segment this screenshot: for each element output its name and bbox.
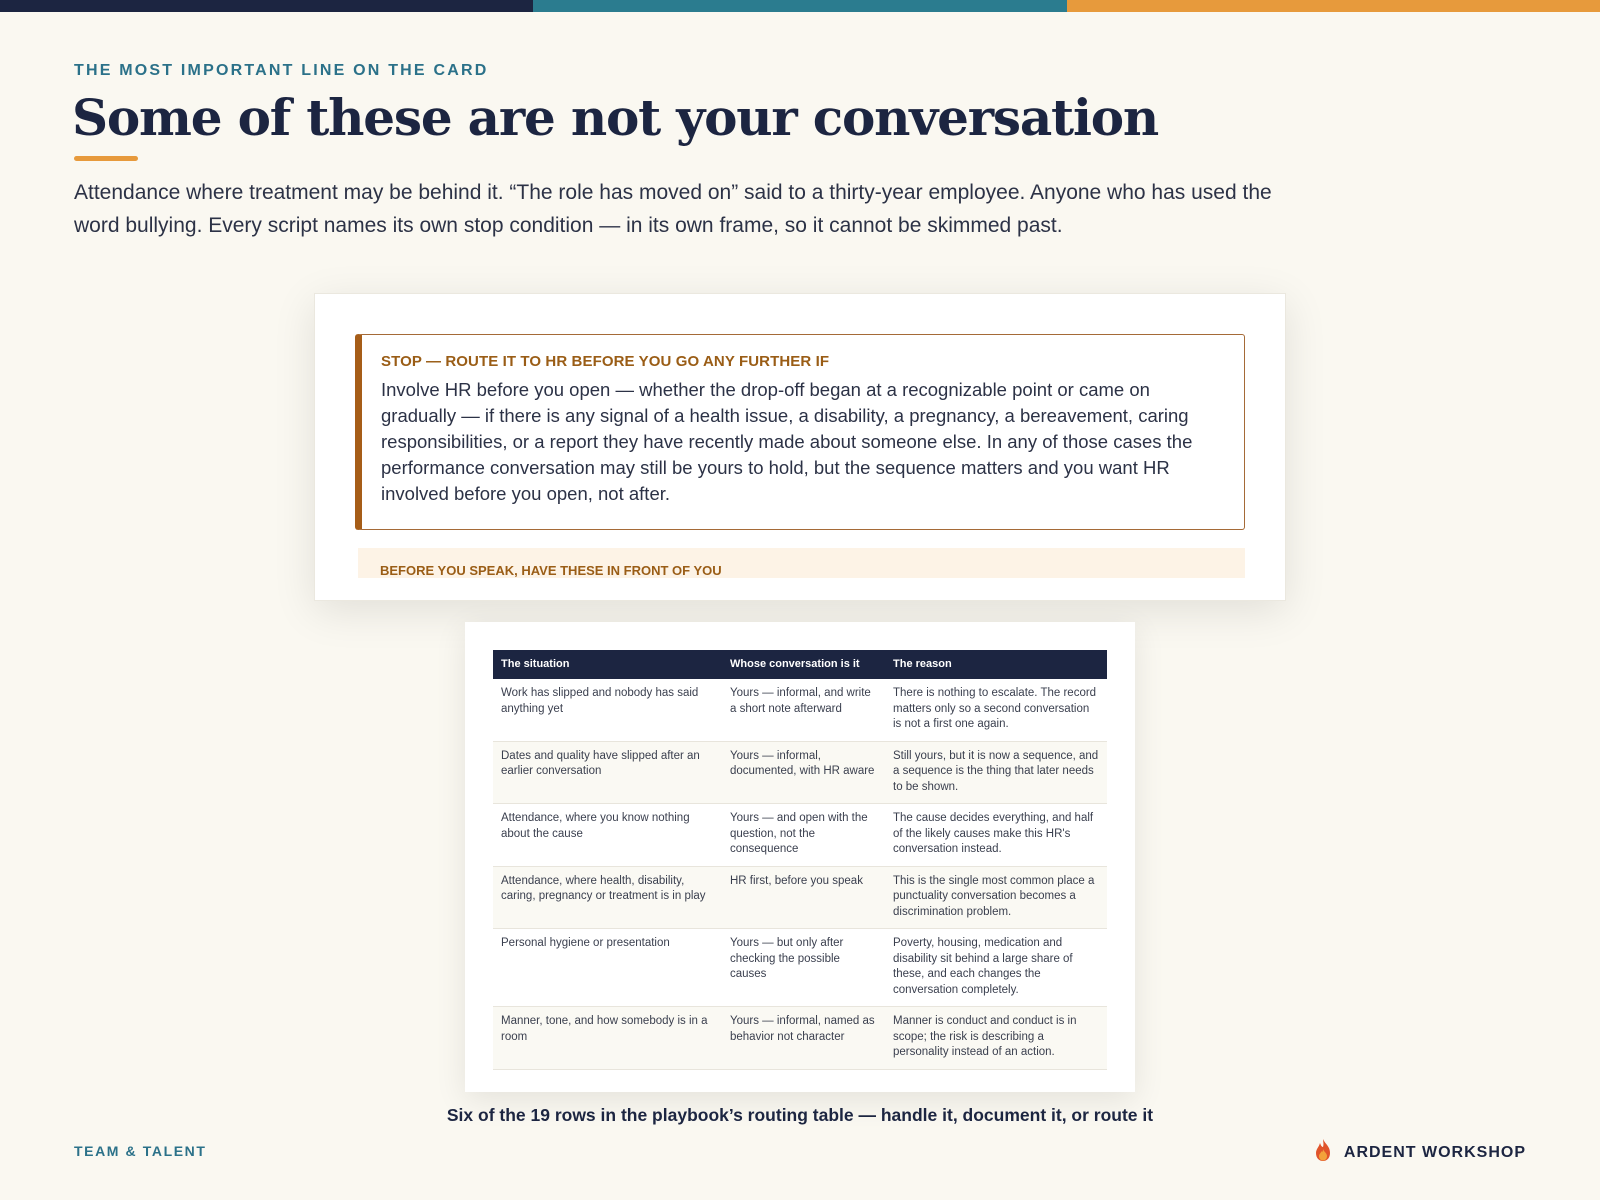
table-row bbox=[493, 1007, 1107, 1070]
whose-cell: Yours — and open with the question, not the consequence bbox=[722, 804, 885, 867]
table-row bbox=[493, 929, 1107, 1007]
stripe-orange bbox=[1067, 0, 1600, 12]
table-row bbox=[493, 866, 1107, 929]
situation-cell: Attendance, where health, disability, caring, pregnancy or treatment is in play bbox=[493, 866, 722, 929]
whose-cell: HR first, before you speak bbox=[722, 866, 885, 929]
script-card-preview bbox=[314, 293, 1286, 601]
eyebrow-label: THE MOST IMPORTANT LINE ON THE CARD bbox=[74, 62, 489, 79]
flame-icon bbox=[1312, 1138, 1334, 1167]
situation-cell: Personal hygiene or presentation bbox=[493, 929, 722, 1007]
reason-cell: There is nothing to escalate. The record matters only so a second conversation is not a first one again. bbox=[885, 679, 1107, 741]
reason-cell: This is the single most common place a punctuality conversation becomes a discrimination problem. bbox=[885, 866, 1107, 929]
whose-cell: Yours — informal, documented, with HR aware bbox=[722, 741, 885, 804]
table-row bbox=[493, 679, 1107, 741]
page-title: Some of these are not your conversation bbox=[72, 88, 1159, 147]
table-caption: Six of the 19 rows in the playbook’s routing table — handle it, document it, or route it bbox=[446, 1105, 1154, 1125]
section-label: TEAM & TALENT bbox=[74, 1143, 207, 1159]
reason-cell: The cause decides everything, and half of the likely causes make this HR's conversation instead. bbox=[885, 804, 1107, 867]
table-row bbox=[493, 804, 1107, 867]
before-you-speak-heading: BEFORE YOU SPEAK, HAVE THESE IN FRONT OF YOU bbox=[380, 563, 722, 578]
column-header-whose: Whose conversation is it bbox=[722, 650, 885, 679]
situation-cell: Attendance, where you know nothing about the cause bbox=[493, 804, 722, 867]
whose-cell: Yours — informal, and write a short note afterward bbox=[722, 679, 885, 741]
intro-paragraph: Attendance where treatment may be behind it. “The role has moved on” said to a thirty-year employee. Anyone who has used the word bullying. Every script names its own stop condition — in its own frame, so it cannot be skimmed past. bbox=[74, 181, 1272, 237]
whose-cell: Yours — but only after checking the possible causes bbox=[722, 929, 885, 1007]
reason-cell: Poverty, housing, medication and disability sit behind a large share of these, and each changes the conversation completely. bbox=[885, 929, 1107, 1007]
whose-cell: Yours — informal, named as behavior not character bbox=[722, 1007, 885, 1070]
before-you-speak-panel bbox=[358, 548, 1245, 578]
brand-name: ARDENT WORKSHOP bbox=[1343, 1143, 1526, 1161]
column-header-reason: The reason bbox=[885, 650, 1107, 679]
stop-condition-frame bbox=[355, 334, 1245, 530]
stop-body: Involve HR before you open — whether the drop-off began at a recognizable point or came on gradually — if there is any signal of a health issue, a disability, a pregnancy, a bereavement, caring responsibilities, or a report they have recently made about someone else. In any of those cases the performance conversation may still be yours to hold, but the sequence matters and you want HR involved before you open, not after. bbox=[381, 379, 1193, 504]
column-header-situation: The situation bbox=[493, 650, 722, 679]
stripe-teal bbox=[533, 0, 1066, 12]
stripe-navy bbox=[0, 0, 533, 12]
reason-cell: Manner is conduct and conduct is in scope; the risk is describing a personality instead of an action. bbox=[885, 1007, 1107, 1070]
table-header-row bbox=[493, 650, 1107, 679]
situation-cell: Dates and quality have slipped after an earlier conversation bbox=[493, 741, 722, 804]
table-row bbox=[493, 741, 1107, 804]
situation-cell: Manner, tone, and how somebody is in a room bbox=[493, 1007, 722, 1070]
title-underline bbox=[74, 156, 138, 161]
situation-cell: Work has slipped and nobody has said anything yet bbox=[493, 679, 722, 741]
top-color-stripe bbox=[0, 0, 1600, 12]
reason-cell: Still yours, but it is now a sequence, and a sequence is the thing that later needs to be shown. bbox=[885, 741, 1107, 804]
stop-heading: STOP — ROUTE IT TO HR BEFORE YOU GO ANY FURTHER IF bbox=[381, 353, 830, 370]
routing-table-card bbox=[465, 622, 1135, 1092]
brand-lockup bbox=[1312, 1138, 1526, 1167]
routing-table bbox=[493, 650, 1107, 1070]
